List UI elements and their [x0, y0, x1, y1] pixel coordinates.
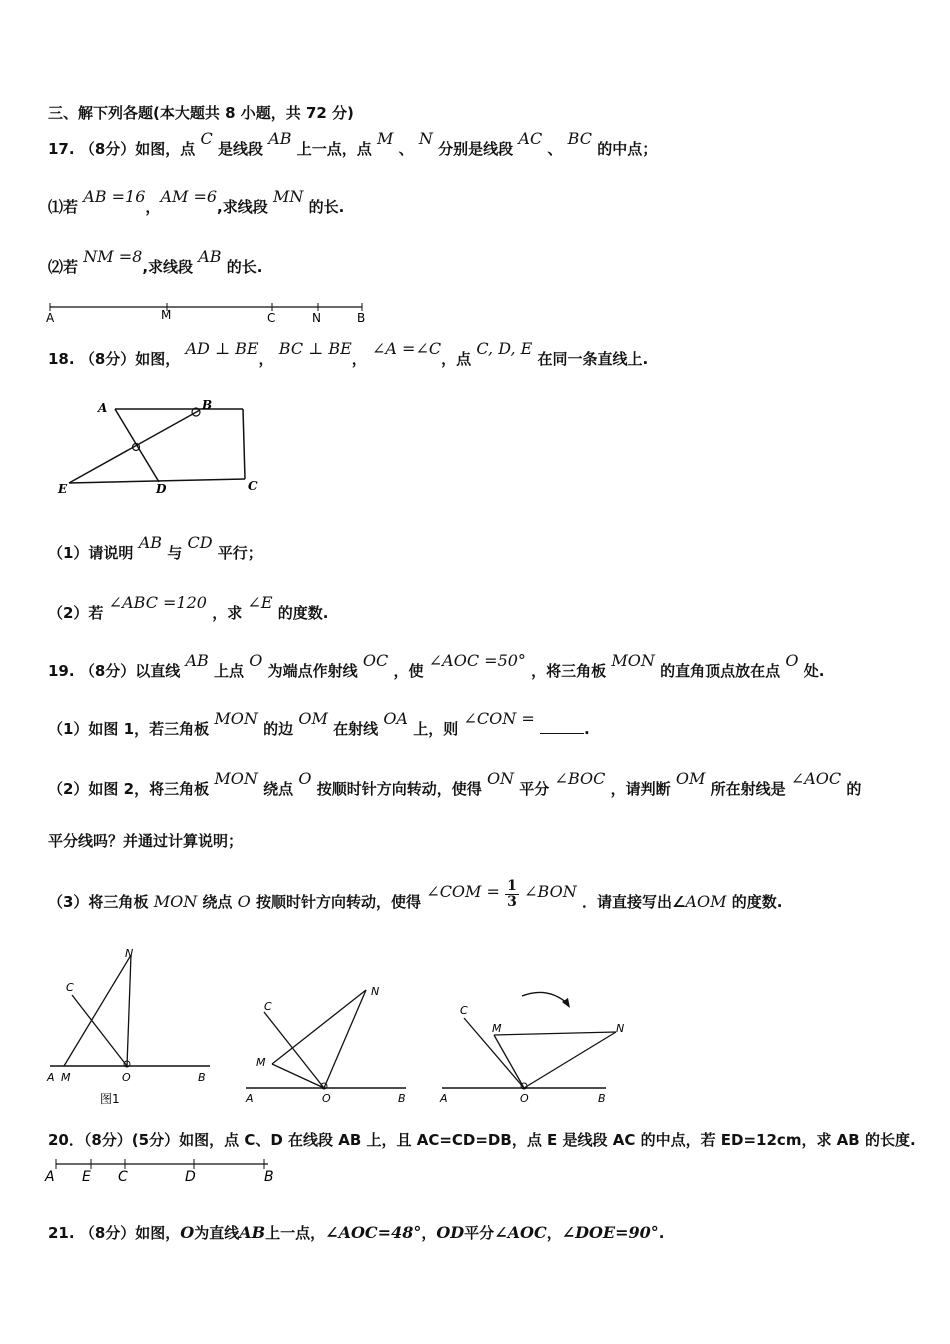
- fraction-one-third: [505, 879, 519, 910]
- figure-1-caption: 图1: [100, 1092, 120, 1106]
- comma: ，: [546, 1224, 562, 1242]
- math-angle-boc: ∠BOC: [554, 769, 606, 788]
- label-n: N: [616, 1022, 625, 1035]
- math-o: O: [180, 1223, 195, 1242]
- q17-part2-lead: ⑵若: [48, 258, 79, 276]
- q19-part2-lead: （2）如图 2，将三角板: [48, 780, 210, 798]
- fraction-denominator: 3: [507, 894, 517, 910]
- q19-part2-text: 所在射线是: [710, 780, 786, 798]
- q19-text: 为端点作射线: [267, 662, 358, 680]
- comma: ，: [258, 350, 274, 368]
- math-nm-8: NM =8: [83, 247, 143, 266]
- math-mn: MN: [272, 187, 304, 206]
- math-oc: OC: [362, 651, 389, 670]
- q17-part1-tail: 的长.: [308, 198, 345, 216]
- q19-text: ，将三角板: [531, 662, 607, 680]
- math-angle-aoc: ∠AOC: [494, 1223, 547, 1242]
- label-a: A: [45, 1169, 55, 1185]
- math-mon: MON: [153, 892, 198, 911]
- q17-text: 、: [547, 140, 563, 158]
- math-angle-a-eq-c: ∠A =∠C: [372, 339, 442, 358]
- q19-text: ，使: [393, 662, 424, 680]
- label-c: C: [118, 1169, 128, 1185]
- q17-part2-text: ,求线段: [142, 258, 194, 276]
- label-d: D: [185, 1169, 196, 1185]
- q21-text: 平分: [464, 1224, 495, 1242]
- q19-part2-line2: 平分线吗？并通过计算说明；: [48, 832, 244, 850]
- q19-text: 的直角顶点放在点: [660, 662, 781, 680]
- q17-text: 上一点，点: [296, 140, 372, 158]
- math-angle-aoc: ∠AOC: [790, 769, 842, 788]
- label-o: O: [322, 1092, 331, 1105]
- math-bc: BC: [567, 129, 592, 148]
- q19-part3: [48, 878, 783, 918]
- q18-part1-tail: 平行；: [217, 544, 263, 562]
- math-o: O: [237, 892, 251, 911]
- q18-text: 在同一条直线上.: [537, 350, 649, 368]
- math-cde: C, D, E: [476, 339, 533, 358]
- q17-part1-text: ,求线段: [217, 198, 268, 216]
- comma: ，: [421, 1224, 437, 1242]
- q19-part2-text: 按顺时针方向转动，使得: [316, 780, 482, 798]
- q19-part1-tail: .: [583, 720, 590, 738]
- label-b: B: [398, 1092, 406, 1105]
- math-angle-doe-90: ∠DOE=90°: [561, 1223, 659, 1242]
- label-b: B: [198, 1071, 206, 1084]
- label-m: M: [161, 308, 172, 322]
- q18-text: 如图，: [135, 350, 181, 368]
- math-om: OM: [298, 709, 328, 728]
- label-b: B: [202, 398, 213, 412]
- q19-part1-text: 在射线: [333, 720, 379, 738]
- q21-text: 如图，: [135, 1224, 181, 1242]
- math-aom: AOM: [685, 892, 727, 911]
- q21-number: 21.: [48, 1224, 75, 1242]
- q19-part3-tail: 的度数.: [731, 893, 783, 911]
- q19-stem: [48, 651, 825, 681]
- math-m: M: [377, 129, 394, 148]
- label-d: D: [156, 482, 167, 496]
- label-c: C: [248, 479, 258, 493]
- q17-part2: [48, 247, 263, 277]
- label-m: M: [256, 1056, 266, 1069]
- q18-part2-lead: （2）若: [48, 604, 104, 622]
- q19-text: 上点: [214, 662, 245, 680]
- q19-part3-lead: （3）将三角板: [48, 893, 149, 911]
- label-n: N: [125, 947, 134, 960]
- q19-part1-text: 上，则: [413, 720, 459, 738]
- math-angle-bon: ∠BON: [524, 882, 577, 901]
- label-b: B: [357, 311, 366, 324]
- answer-blank[interactable]: [540, 719, 584, 734]
- q19-part2-text: 平分: [519, 780, 550, 798]
- label-o: O: [520, 1092, 529, 1105]
- math-bc-perp-be: BC ⊥ BE: [278, 339, 352, 358]
- math-o: O: [249, 651, 263, 670]
- fraction-numerator: 1: [507, 878, 517, 894]
- label-c: C: [264, 1000, 272, 1013]
- math-on: ON: [486, 769, 515, 788]
- comma: ，: [351, 350, 367, 368]
- q17-score: （8分）: [79, 140, 136, 158]
- label-a: A: [46, 311, 55, 324]
- label-o: O: [122, 1071, 131, 1084]
- q17-stem: [48, 129, 658, 159]
- math-mon: MON: [611, 651, 655, 670]
- label-a: A: [47, 1071, 55, 1084]
- label-c: C: [267, 311, 276, 324]
- math-ab: AB: [239, 1223, 266, 1242]
- math-oa: OA: [383, 709, 408, 728]
- math-angle-aoc-50: ∠AOC =50°: [428, 651, 526, 670]
- label-m: M: [61, 1071, 71, 1084]
- math-cd: CD: [187, 533, 213, 552]
- math-ab: AB: [185, 651, 209, 670]
- q18-part1-text: 与: [167, 544, 183, 562]
- math-angle-aoc-48: ∠AOC=48°: [325, 1223, 422, 1242]
- math-angle-e: ∠E: [247, 593, 273, 612]
- q17-text: 如图，点: [135, 140, 196, 158]
- math-ab: AB: [138, 533, 162, 552]
- q17-number: 17.: [48, 140, 75, 158]
- math-od: OD: [436, 1223, 465, 1242]
- q18-number: 18.: [48, 350, 75, 368]
- comma: ，: [145, 198, 161, 216]
- q17-text: 分别是线段: [438, 140, 514, 158]
- q19-figure-1: [44, 945, 224, 1110]
- q17-text: 、: [398, 140, 414, 158]
- rotation-arrow-icon: [522, 992, 568, 1004]
- q19-part1-lead: （1）如图 1，若三角板: [48, 720, 210, 738]
- label-m: M: [492, 1022, 502, 1035]
- math-ab-16: AB =16: [83, 187, 146, 206]
- math-mon: MON: [214, 769, 258, 788]
- label-c: C: [66, 981, 74, 994]
- q18-part2-tail: 的度数.: [277, 604, 329, 622]
- q20-segment-figure: [42, 1155, 282, 1187]
- q19-part3-text: ．请直接写出∠: [581, 893, 686, 911]
- q17-text: 的中点；: [597, 140, 658, 158]
- q19-part2-text: 的: [846, 780, 862, 798]
- label-a: A: [440, 1092, 448, 1105]
- q21-score: （8分）: [79, 1224, 136, 1242]
- q19-part3-text: 按顺时针方向转动，使得: [256, 893, 422, 911]
- q17-part1-lead: ⑴若: [48, 198, 79, 216]
- q19-text: 以直线: [135, 662, 181, 680]
- q21-stem: [48, 1222, 665, 1243]
- label-a: A: [246, 1092, 254, 1105]
- q19-part1-text: 的边: [263, 720, 294, 738]
- q19-part2-text: 绕点: [263, 780, 294, 798]
- q18-part1: [48, 533, 263, 563]
- label-e: E: [82, 1169, 91, 1185]
- q18-part1-lead: （1）请说明: [48, 544, 134, 562]
- label-b: B: [264, 1169, 274, 1185]
- math-om: OM: [675, 769, 706, 788]
- math-angle-abc-120: ∠ABC =120: [108, 593, 207, 612]
- math-ab: AB: [268, 129, 292, 148]
- label-n: N: [312, 311, 321, 324]
- q18-stem: [48, 339, 649, 369]
- q17-segment-figure: [40, 298, 380, 324]
- q19-score: （8分）: [79, 662, 136, 680]
- q21-text: 上一点，: [265, 1224, 326, 1242]
- math-angle-con: ∠CON =: [463, 709, 535, 728]
- q19-part3-text: 绕点: [202, 893, 233, 911]
- math-o: O: [298, 769, 312, 788]
- section-heading: 三、解下列各题(本大题共 8 小题，共 72 分): [48, 104, 354, 122]
- q18-text: ，点: [441, 350, 472, 368]
- math-ac: AC: [518, 129, 543, 148]
- q18-score: （8分）: [79, 350, 136, 368]
- q18-part2-text: ，求: [212, 604, 243, 622]
- math-mon: MON: [214, 709, 258, 728]
- q21-tail: .: [658, 1224, 665, 1242]
- q19-text: 处.: [803, 662, 825, 680]
- q21-text: 为直线: [194, 1224, 240, 1242]
- math-o: O: [785, 651, 799, 670]
- q17-text: 是线段: [217, 140, 263, 158]
- q20-stem: 20．（8分）(5分）如图，点 C、D 在线段 AB 上，且 AC=CD=DB，点 E 是线段 AC 的中点，若 ED=12cm，求 AB 的长度.: [48, 1131, 916, 1149]
- label-a: A: [98, 401, 108, 415]
- q19-part1: [48, 709, 590, 739]
- q19-number: 19.: [48, 662, 75, 680]
- math-n: N: [418, 129, 433, 148]
- label-e: E: [58, 482, 68, 496]
- math-ab: AB: [198, 247, 222, 266]
- math-am-6: AM =6: [160, 187, 218, 206]
- math-c: C: [200, 129, 213, 148]
- q18-figure: [52, 395, 267, 500]
- q19-part2: [48, 769, 862, 799]
- label-b: B: [598, 1092, 606, 1105]
- q18-part2: [48, 593, 329, 623]
- math-ad-perp-be: AD ⊥ BE: [185, 339, 259, 358]
- q19-part2-text: ，请判断: [610, 780, 671, 798]
- label-n: N: [371, 985, 380, 998]
- math-angle-com: ∠COM =: [426, 882, 500, 901]
- q19-figure-2: [242, 980, 414, 1105]
- q17-part2-tail: 的长.: [226, 258, 263, 276]
- q19-figure-3: [436, 980, 636, 1105]
- q17-part1: [48, 187, 345, 217]
- label-c: C: [460, 1004, 468, 1017]
